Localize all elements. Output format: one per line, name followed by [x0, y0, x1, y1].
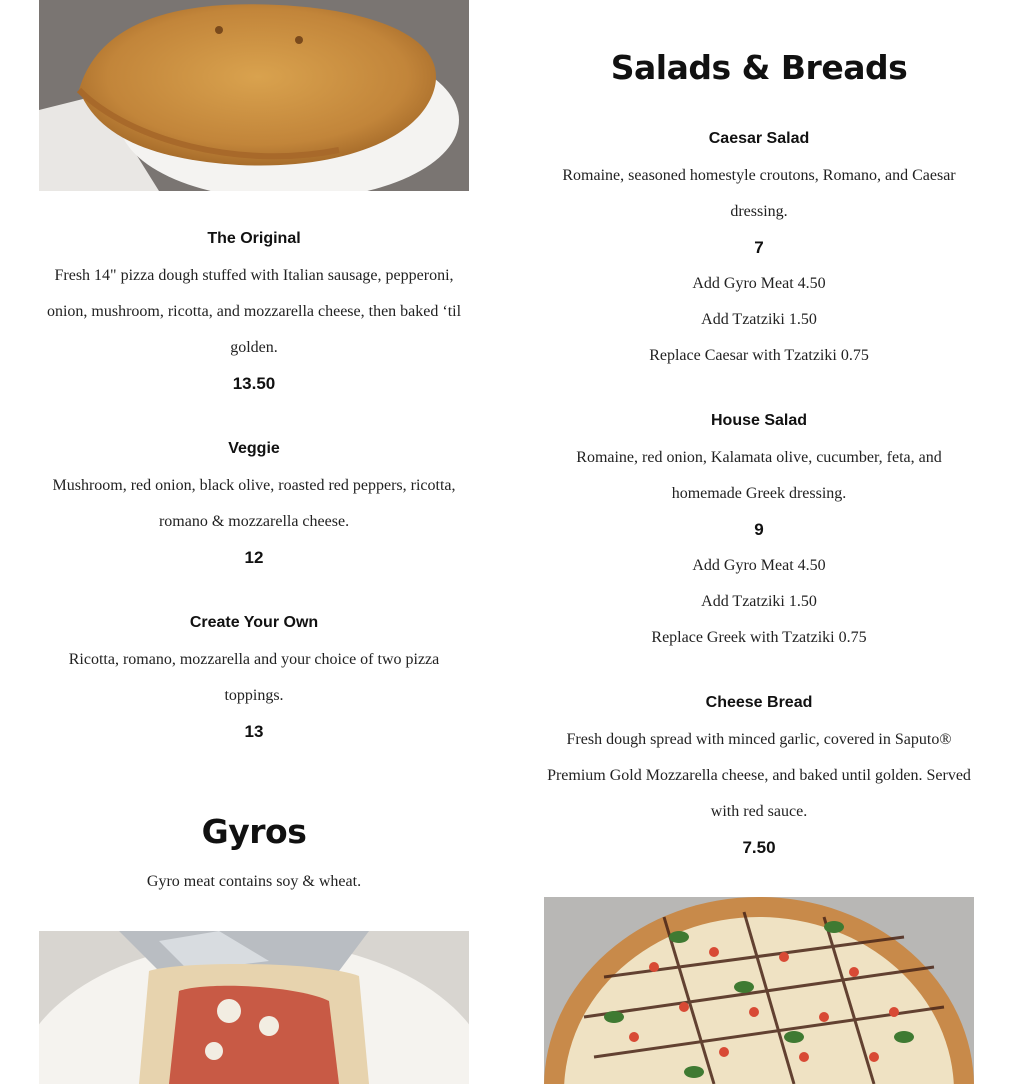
- item-name-create-your-own: Create Your Own: [189, 614, 319, 631]
- item-desc-cheese-bread: Fresh dough spread with minced garlic, covered in Saputo® Premium Gold Mozzarella cheese, and baked until golden. Served with red sauce.: [547, 731, 971, 820]
- calzone-photo: [39, 0, 469, 191]
- house-addon: Add Gyro Meat 4.50: [692, 557, 826, 574]
- caesar-addon: Replace Caesar with Tzatziki 0.75: [649, 347, 869, 364]
- item-desc-house: Romaine, red onion, Kalamata olive, cucumber, feta, and homemade Greek dressing.: [576, 449, 942, 502]
- item-name-house: House Salad: [710, 412, 808, 429]
- gyros-note: Gyro meat contains soy & wheat.: [146, 873, 362, 890]
- section-title-salads-breads: Salads & Breads: [610, 48, 908, 87]
- item-price-cheese-bread: 7.50: [742, 838, 776, 857]
- item-price-caesar: 7: [754, 238, 764, 257]
- section-title-gyros: Gyros: [201, 812, 307, 851]
- caesar-addon: Add Gyro Meat 4.50: [692, 275, 826, 292]
- item-name-veggie: Veggie: [228, 440, 280, 457]
- item-desc-original: Fresh 14" pizza dough stuffed with Italian sausage, pepperoni, onion, mushroom, ricotta, and mozzarella cheese, then baked ‘til golden.: [46, 267, 462, 356]
- item-desc-create-your-own: Ricotta, romano, mozzarella and your choice of two pizza toppings.: [68, 651, 440, 704]
- item-name-cheese-bread: Cheese Bread: [705, 694, 813, 711]
- house-addon: Replace Greek with Tzatziki 0.75: [651, 629, 867, 646]
- house-addon: Add Tzatziki 1.50: [701, 593, 817, 610]
- item-price-create-your-own: 13: [244, 722, 264, 741]
- pizza-photo: [544, 897, 974, 1084]
- item-desc-caesar: Romaine, seasoned homestyle croutons, Romano, and Caesar dressing.: [562, 167, 956, 220]
- caesar-addon: Add Tzatziki 1.50: [701, 311, 817, 328]
- item-name-caesar: Caesar Salad: [708, 130, 810, 147]
- gyro-photo: [39, 931, 469, 1084]
- item-price-house: 9: [754, 520, 764, 539]
- item-price-original: 13.50: [232, 374, 276, 393]
- item-desc-veggie: Mushroom, red onion, black olive, roasted red peppers, ricotta, romano & mozzarella cheese.: [52, 477, 456, 530]
- item-price-veggie: 12: [244, 548, 264, 567]
- item-name-original: The Original: [207, 230, 301, 247]
